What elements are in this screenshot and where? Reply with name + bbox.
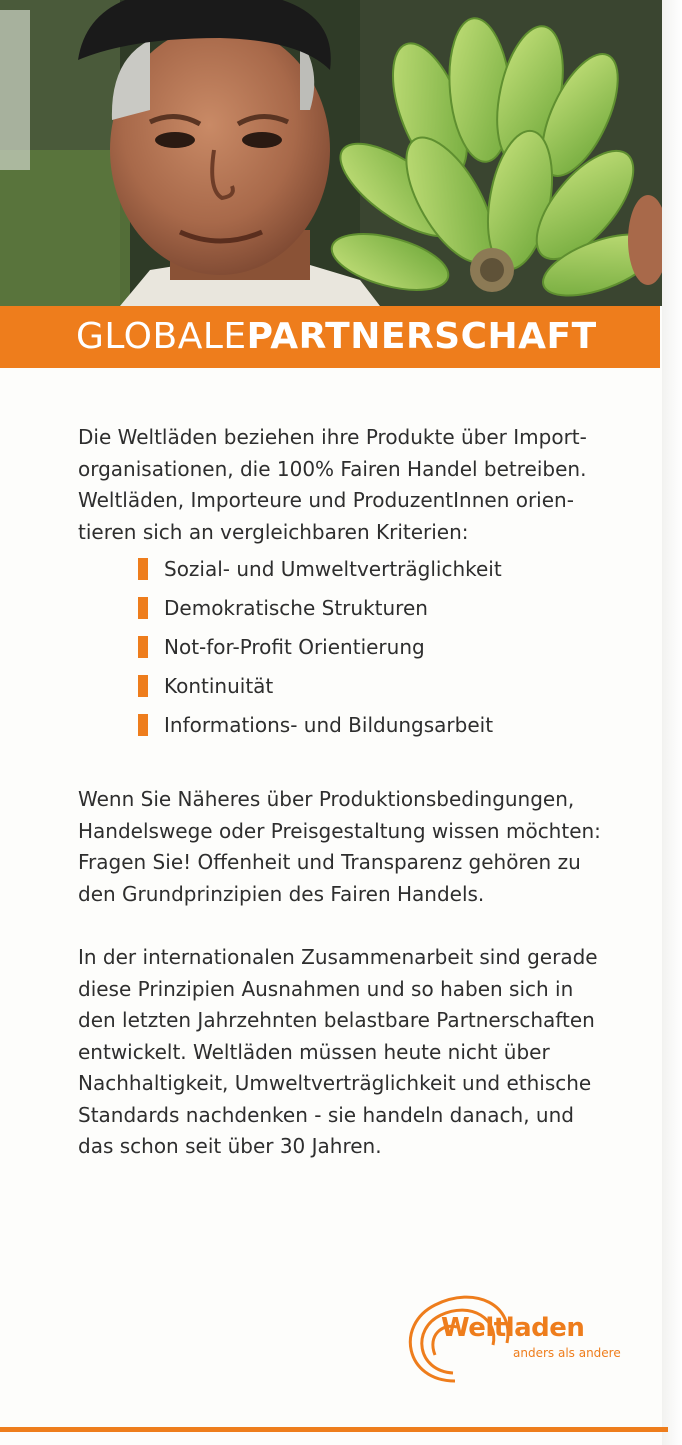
list-item <box>136 706 638 745</box>
list-item <box>136 550 638 589</box>
bullet-marker <box>138 714 148 736</box>
partnership-paragraph: In der internationalen Zusammenarbeit sind gerade diese Prinzipien Ausnahmen und so haben sich in den letzten Jahrzehnten belastbare Partnerschaften entwickelt. Weltläden müssen heute nicht über Nachhaltigkeit, Umweltverträglichkeit und ethische Standards nachdenken - sie handeln danach, und das schon seit über 30 Jahren. <box>78 945 598 1158</box>
weltladen-logo <box>395 1285 645 1395</box>
body-text <box>78 422 638 1163</box>
photo-farmer-with-bananas <box>0 0 662 306</box>
transparency-paragraph: Wenn Sie Näheres über Produktionsbedingungen, Handelswege oder Preisgestaltung wissen möchten: Fragen Sie! Offenheit und Transparenz gehören zu den Grundprinzipien des Fairen Handels. <box>78 787 601 906</box>
logo-brand: Weltladen <box>441 1313 585 1343</box>
list-item <box>136 589 638 628</box>
list-item <box>136 667 638 706</box>
title-banner <box>0 306 660 368</box>
list-item-label: Not-for-Profit Orientierung <box>164 635 425 659</box>
list-item <box>136 628 638 667</box>
header-photo <box>0 0 662 306</box>
logo-tagline: anders als andere <box>513 1346 621 1360</box>
bullet-marker <box>138 558 148 580</box>
list-item-label: Sozial- und Umweltverträglichkeit <box>164 557 502 581</box>
footer-rule <box>0 1427 668 1432</box>
list-item-label: Informations- und Bildungsarbeit <box>164 713 494 737</box>
page-edge <box>662 0 682 1445</box>
bullet-marker <box>138 675 148 697</box>
bullet-marker <box>138 636 148 658</box>
page-title <box>76 315 597 359</box>
list-item-label: Kontinuität <box>164 674 274 698</box>
title-bold: PARTNERSCHAFT <box>246 316 597 357</box>
bullet-marker <box>138 597 148 619</box>
title-light: GLOBALE <box>76 316 247 357</box>
intro-paragraph: Die Weltläden beziehen ihre Produkte über Import- organisationen, die 100% Fairen Handel betreiben. Weltläden, Importeure und ProduzentInnen orien- tieren sich an vergleichbaren Kriterien: <box>78 425 587 544</box>
criteria-list <box>78 550 638 745</box>
list-item-label: Demokratische Strukturen <box>164 596 428 620</box>
